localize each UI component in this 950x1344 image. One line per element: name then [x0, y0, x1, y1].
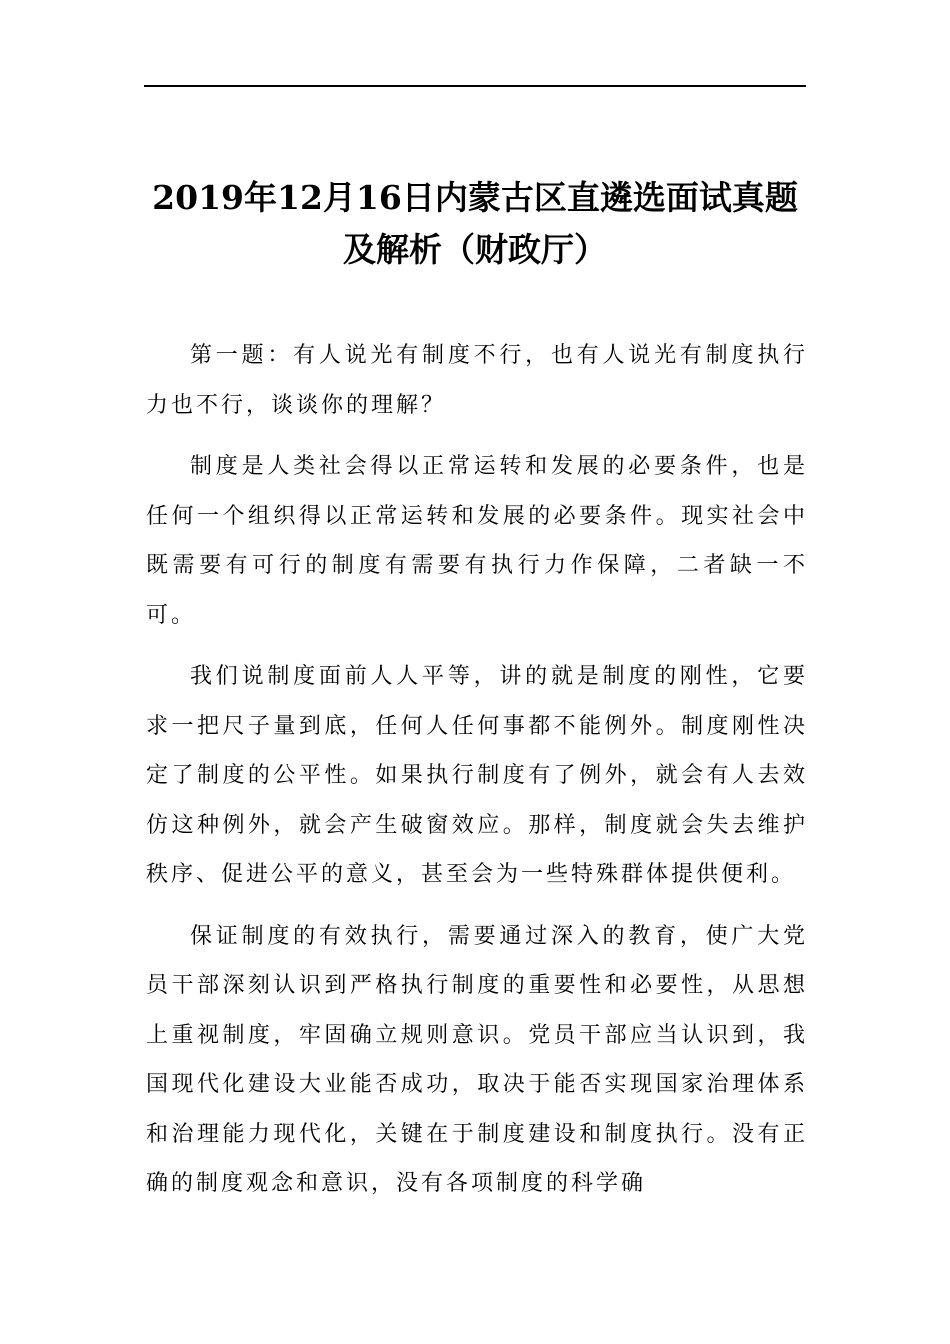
- paragraph-question: 第一题：有人说光有制度不行，也有人说光有制度执行力也不行，谈谈你的理解？: [146, 343, 808, 418]
- header-rule: [144, 85, 806, 87]
- paragraph: 制度是人类社会得以正常运转和发展的必要条件，也是任何一个组织得以正常运转和发展的必要条件。现实社会中既需要有可行的制度有需要有执行力作保障，二者缺一不可。: [146, 454, 808, 628]
- document-body: [146, 331, 808, 1221]
- paragraph: 保证制度的有效执行，需要通过深入的教育，使广大党员干部深刻认识到严格执行制度的重要性和必要性，从思想上重视制度，牢固确立规则意识。党员干部应当认识到，我国现代化建设大业能否成功，取决于能否实现国家治理体系和治理能力现代化，关键在于制度建设和制度执行。没有正确的制度观念和意识，没有各项制度的科学确: [146, 923, 808, 1196]
- page-title: 2019年12月16日内蒙古区直遴选面试真题及解析（财政厅）: [152, 178, 798, 269]
- paragraph: 我们说制度面前人人平等，讲的就是制度的刚性，它要求一把尺子量到底，任何人任何事都不能例外。制度刚性决定了制度的公平性。如果执行制度有了例外，就会有人去效仿这种例外，就会产生破窗效应。那样，制度就会失去维护秩序、促进公平的意义，甚至会为一些特殊群体提供便利。: [146, 664, 808, 887]
